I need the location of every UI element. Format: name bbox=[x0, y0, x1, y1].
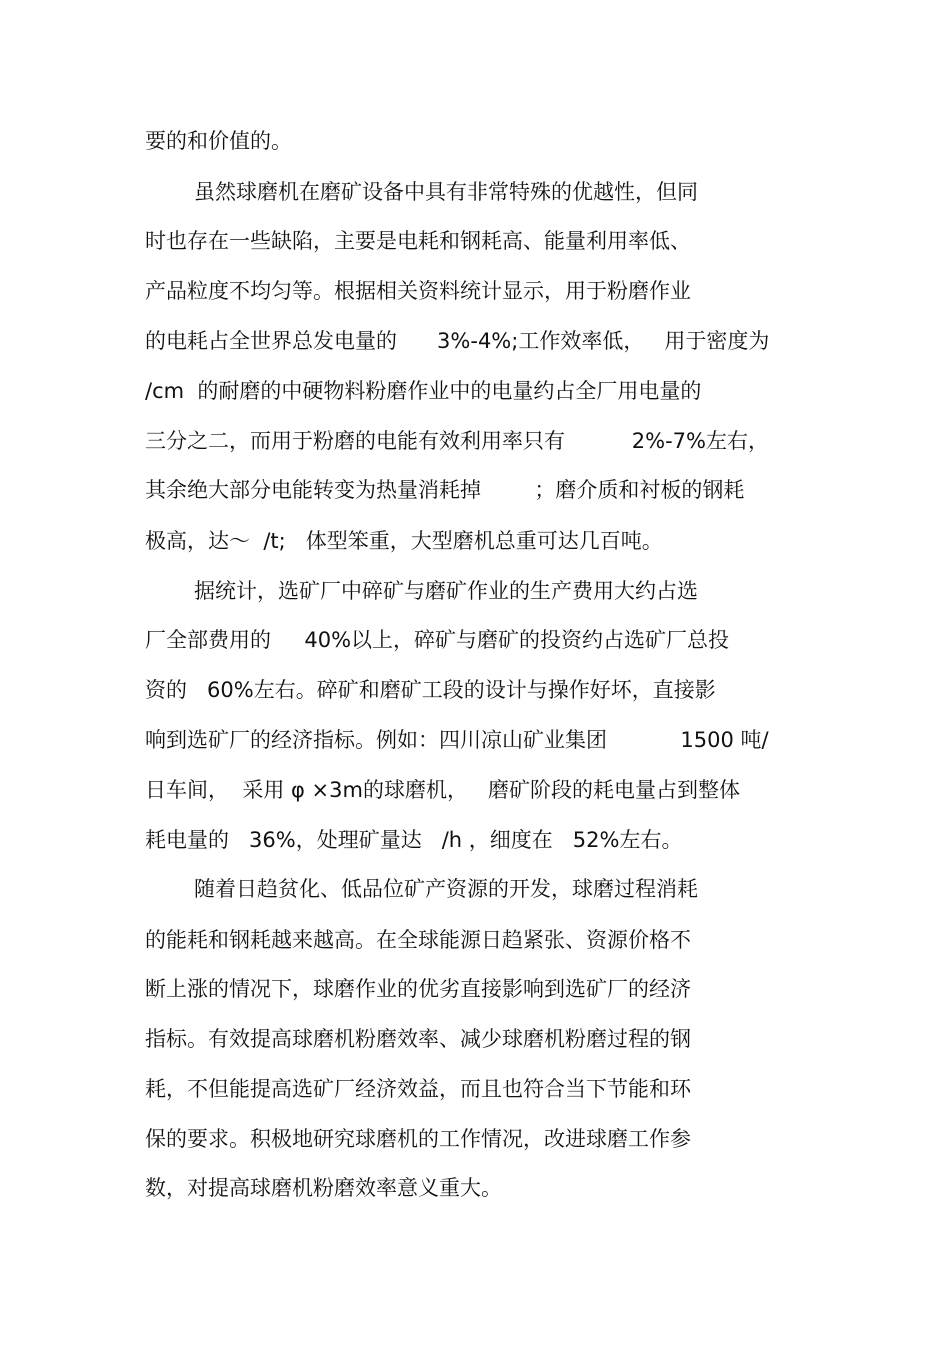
paragraph-4-line-2: 的能耗和钢耗越来越高。在全球能源日趋紧张、资源价格不 bbox=[145, 928, 691, 952]
paragraph-3-line-6: 耗电量的 36%，处理矿量达 /h ，细度在 52%左右。 bbox=[145, 828, 683, 852]
paragraph-2-line-6: 三分之二，而用于粉磨的电能有效利用率只有 2%-7%左右， bbox=[145, 429, 769, 453]
paragraph-2-line-2: 时也存在一些缺陷，主要是电耗和钢耗高、能量利用率低、 bbox=[145, 229, 691, 253]
paragraph-3-line-5: 日车间， 采用 φ ×3m的球磨机， 磨矿阶段的耗电量占到整体 bbox=[145, 778, 740, 802]
paragraph-4-line-4: 指标。有效提高球磨机粉磨效率、减少球磨机粉磨过程的钢 bbox=[145, 1027, 691, 1051]
paragraph-4-line-1: 随着日趋贫化、低品位矿产资源的开发，球磨过程消耗 bbox=[194, 877, 698, 901]
paragraph-2-line-4: 的电耗占全世界总发电量的 3%-4%;工作效率低， 用于密度为 bbox=[145, 329, 770, 353]
paragraph-4-line-5: 耗，不但能提高选矿厂经济效益，而且也符合当下节能和环 bbox=[145, 1077, 691, 1101]
paragraph-2-line-8: 极高，达～ /t; 体型笨重，大型磨机总重可达几百吨。 bbox=[145, 529, 663, 553]
paragraph-2-line-7: 其余绝大部分电能转变为热量消耗掉 ；磨介质和衬板的钢耗 bbox=[145, 478, 745, 502]
paragraph-2-line-3: 产品粒度不均匀等。根据相关资料统计显示，用于粉磨作业 bbox=[145, 279, 691, 303]
paragraph-4-line-6: 保的要求。积极地研究球磨机的工作情况，改进球磨工作参 bbox=[145, 1127, 691, 1151]
paragraph-3-line-2: 厂全部费用的 40%以上，碎矿与磨矿的投资约占选矿厂总投 bbox=[145, 628, 730, 652]
paragraph-4-line-3: 断上涨的情况下，球磨作业的优劣直接影响到选矿厂的经济 bbox=[145, 977, 691, 1001]
paragraph-3-line-1: 据统计，选矿厂中碎矿与磨矿作业的生产费用大约占选 bbox=[194, 579, 698, 603]
paragraph-2-line-1: 虽然球磨机在磨矿设备中具有非常特殊的优越性，但同 bbox=[194, 180, 698, 204]
paragraph-3-line-4: 响到选矿厂的经济指标。例如：四川凉山矿业集团 1500 吨/ bbox=[145, 728, 769, 752]
paragraph-2-line-5: /cm 的耐磨的中硬物料粉磨作业中的电量约占全厂用电量的 bbox=[145, 379, 702, 403]
paragraph-3-line-3: 资的 60%左右。碎矿和磨矿工段的设计与操作好坏，直接影 bbox=[145, 678, 716, 702]
paragraph-1-line-1: 要的和价值的。 bbox=[145, 129, 292, 153]
paragraph-4-line-7: 数，对提高球磨机粉磨效率意义重大。 bbox=[145, 1176, 502, 1200]
